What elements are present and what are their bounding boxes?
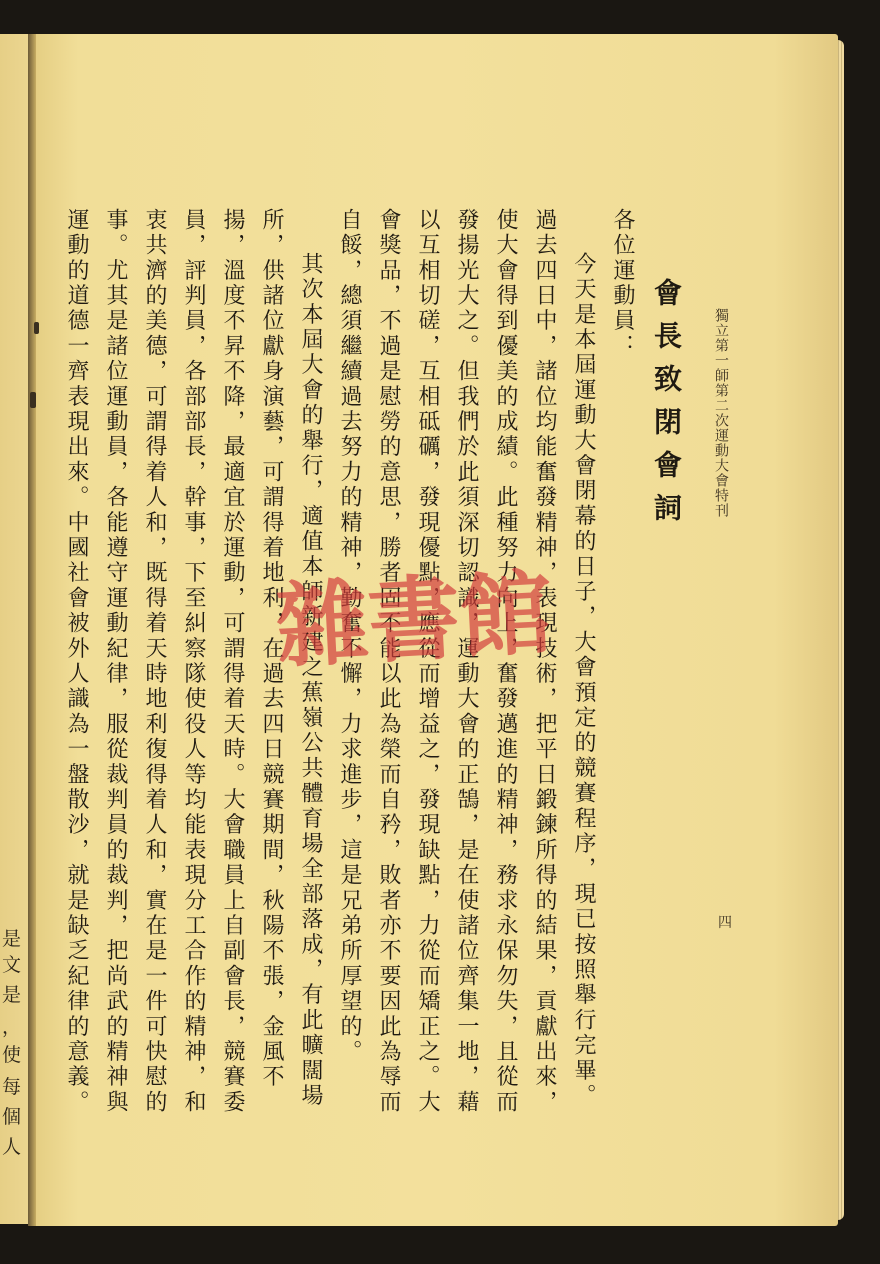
running-head: 獨立第一師第二次運動大會特刊 [713,308,729,518]
left-page-fragment: 人 [2,1136,22,1158]
left-page-fragment: 個 [2,1106,22,1128]
left-page-fragment: 使 [2,1044,22,1066]
page-number: 四 [718,915,732,931]
page-title: 會長致閉會詞 [650,278,683,536]
salutation: 各位運動員： [610,208,635,360]
left-page-fragment: 是 [2,984,22,1006]
margin-mark [30,392,36,408]
watermark-seal: 雜書館 [273,558,555,682]
left-page-fragment: 每 [2,1076,22,1098]
left-page-fragment: ， [2,1016,22,1038]
left-page-fragment: 是 [2,928,22,950]
paragraph: 今天是本屆運動大會閉幕的日子，大會預定的競賽程序，現已按照舉行完畢。過去四日中，諸位均能奮發精神，表現技術，把平日鍛鍊所得的結果，貢獻出來，使大會得到優美的成績。此種努力向上，奮發邁進的精神，務求永保勿失，且從而發揚光大之。但我們於此須深切認識，運動大會的正鵠，是在使諸位齊集一地，藉以互相切磋，互相砥礪，發現優點，應從而增益之，發現缺點，力從而矯正之。大會獎品，不過是慰勞的意思，勝者固不能以此為榮而自矜，敗者亦不要因此為辱而自餒，總須繼續過去努力的精神，勤奮不懈，力求進步，這是兄弟所厚望的。 [337,208,596,1116]
book-gutter [28,34,36,1226]
margin-mark [34,322,39,334]
left-page-fragment: 文 [2,954,22,976]
paragraph: 其次本屆大會的舉行，適值本師新建之蕉嶺公共體育場全部落成，有此曠闊場所，供諸位獻身演藝，可謂得着地利，在過去四日競賽期間，秋陽不張，金風不揚，溫度不昇不降，最適宜於運動，可謂得着天時。大會職員上自副會長，競賽委員，評判員，各部部長，幹事，下至糾察隊使役人等均能表現分工合作的精神，和衷共濟的美德，可謂得着人和，既得着天時地利復得着人和，實在是一件可快慰的事。尤其是諸位運動員，各能遵守運動紀律，服從裁判員的裁判，把尚武的精神與運動的道德一齊表現出來。中國社會被外人識為一盤散沙，就是缺乏紀律的意義。 [64,208,323,1116]
